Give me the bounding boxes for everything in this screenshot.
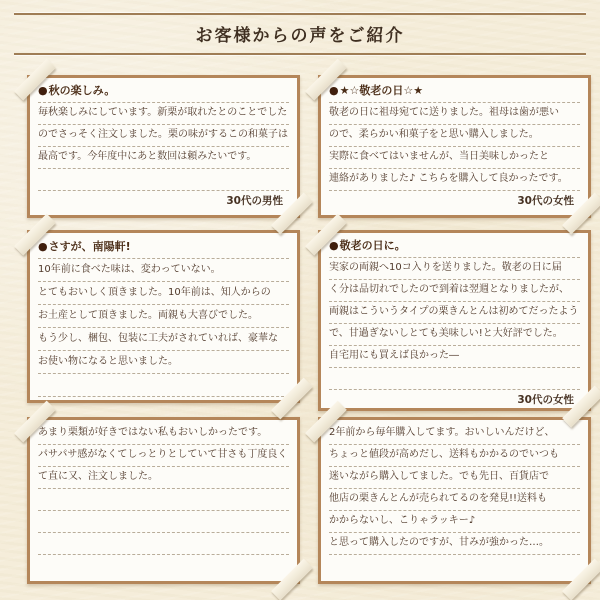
- review-card-lines: [30, 420, 297, 555]
- bullet-icon: ●: [329, 239, 339, 252]
- review-line: とてもおいしく頂きました。10年前は、知人からの: [38, 282, 289, 305]
- review-card-lines: [321, 420, 588, 555]
- page-title: お客様からの声をご紹介: [195, 26, 405, 46]
- review-card: [318, 417, 591, 584]
- review-line: のでさっそく注文しました。栗の味がするこの和菓子は: [38, 125, 289, 147]
- review-title-text: さすが、南陽軒!: [48, 240, 131, 253]
- review-card-lines: [30, 78, 297, 212]
- review-attribution: 30代の女性: [517, 394, 574, 406]
- review-card-lines: [321, 233, 588, 411]
- review-title: [38, 236, 289, 259]
- review-line: 最高です。今年度中にあと数回は頼みたいです。: [38, 147, 289, 169]
- review-line: もう少し、梱包、包装に工夫がされていれば、豪華な: [38, 328, 289, 351]
- review-card: [27, 230, 300, 403]
- review-line: 他店の栗きんとんが売られてるのを発見!!送料も: [329, 489, 580, 511]
- paper-fold-corner-bottomright-icon: [271, 559, 313, 600]
- review-title-text: ★☆敬老の日☆★: [339, 84, 424, 97]
- review-card: [27, 75, 300, 218]
- review-line: 敬老の日に祖母宛てに送りました。祖母は歯が悪い: [329, 103, 580, 125]
- review-card: [318, 75, 591, 218]
- bullet-icon: ●: [38, 240, 48, 253]
- review-line: 迷いながら購入してました。でも先日、百貨店で: [329, 467, 580, 489]
- ruled-empty-line: [38, 533, 289, 555]
- review-title: [38, 81, 289, 103]
- review-line: く分は品切れでしたので到着は翌週となりましたが、: [329, 280, 580, 302]
- review-line: パサパサ感がなくてしっとりとしていて甘さも丁度良く: [38, 445, 289, 467]
- review-card-lines: [321, 78, 588, 212]
- ruled-empty-line: [38, 374, 289, 397]
- review-line: 自宅用にも買えば良かった―: [329, 346, 580, 368]
- review-line: 両親はこういうタイプの栗きんとんは初めてだったよう: [329, 302, 580, 324]
- bullet-icon: ●: [329, 84, 339, 97]
- review-title-text: 敬老の日に。: [339, 239, 406, 252]
- review-title: [329, 81, 580, 103]
- review-line: 2年前から毎年購入してます。おいしいんだけど、: [329, 423, 580, 445]
- review-attribution: 30代の女性: [517, 195, 574, 207]
- review-line: と思って購入したのですが、甘みが強かった…。: [329, 533, 580, 555]
- review-title: [329, 236, 580, 258]
- review-line: 連絡がありました♪ こちらを購入して良かったです。: [329, 169, 580, 191]
- review-card-lines: [30, 233, 297, 397]
- ruled-empty-line: [38, 489, 289, 511]
- review-card: [318, 230, 591, 411]
- ruled-empty-line: [38, 511, 289, 533]
- review-card: [27, 417, 300, 584]
- review-line: お土産として頂きました。両親も大喜びでした。: [38, 305, 289, 328]
- review-attribution: 30代の男性: [226, 195, 283, 207]
- review-line: お使い物になると思いました。: [38, 351, 289, 374]
- review-line: ちょっと値段が高めだし、送料もかかるのでいつも: [329, 445, 580, 467]
- review-line: て直に又、注文しました。: [38, 467, 289, 489]
- paper-fold-corner-bottomright-icon: [562, 559, 600, 600]
- bullet-icon: ●: [38, 84, 48, 97]
- page-header: [14, 13, 586, 55]
- review-line: あまり栗類が好きではない私もおいしかったです。: [38, 423, 289, 445]
- review-line: 10年前に食べた味は、変わっていない。: [38, 259, 289, 282]
- review-line: 実家の両親へ10コ入りを送りました。敬老の日に届: [329, 258, 580, 280]
- review-line: 実際に食べてはいませんが、当日美味しかったと: [329, 147, 580, 169]
- review-line: で、甘過ぎないしとても美味しい!と大好評でした。: [329, 324, 580, 346]
- ruled-empty-line: [329, 368, 580, 390]
- review-title-text: 秋の楽しみ。: [48, 84, 116, 97]
- review-line: ので、柔らかい和菓子をと思い購入しました。: [329, 125, 580, 147]
- review-line: 毎秋楽しみにしています。新栗が取れたとのことでした: [38, 103, 289, 125]
- ruled-empty-line: [38, 169, 289, 191]
- review-line: かからないし、こりゃラッキー♪: [329, 511, 580, 533]
